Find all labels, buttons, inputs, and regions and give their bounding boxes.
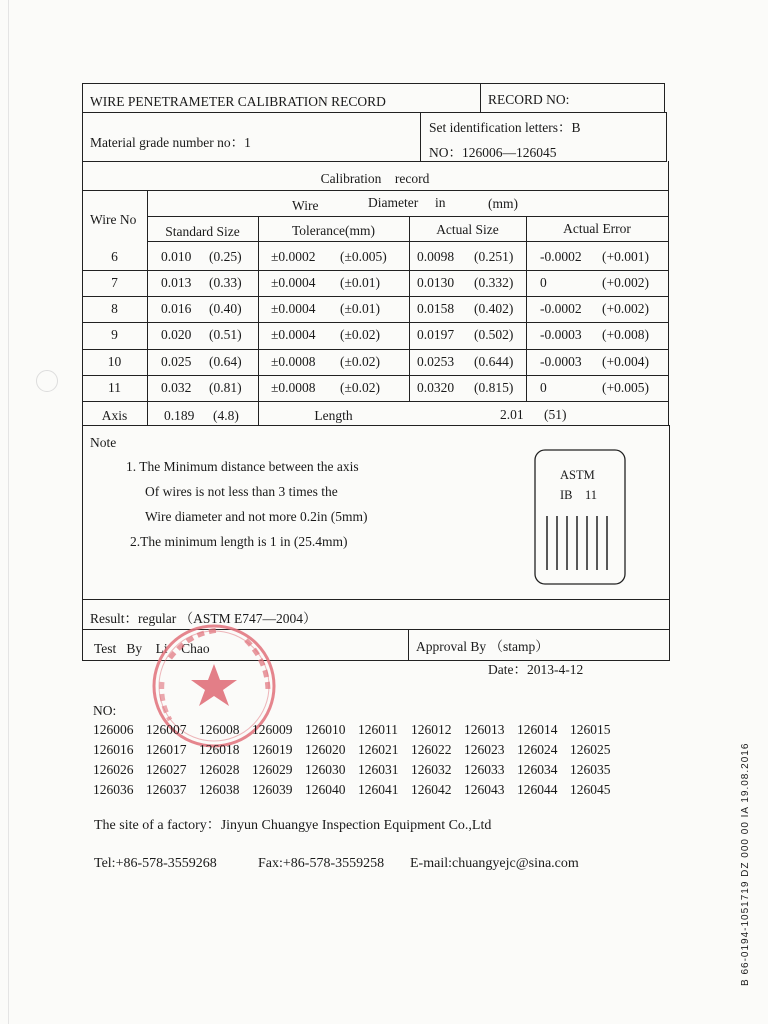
material-grade: Material grade number no：1 (90, 135, 251, 150)
approval-by: Approval By （stamp） (416, 639, 549, 654)
table-cell-tol-mm: (±0.005) (340, 249, 387, 264)
table-cell-std-mm: (0.40) (209, 301, 242, 316)
numbers-row (93, 780, 623, 800)
serial-number: 126030 (305, 762, 346, 777)
table-cell-err-mm: (+0.008) (602, 327, 649, 342)
serial-number: 126026 (93, 762, 134, 777)
table-cell-std: 0.032 (161, 380, 192, 395)
table-cell-act: 0.0158 (417, 301, 455, 316)
email: E-mail:chuangyejc@sina.com (410, 856, 579, 871)
serial-number: 126020 (305, 742, 346, 757)
serial-number: 126042 (411, 782, 452, 797)
column-header: Standard Size (165, 224, 240, 239)
serial-number: 126013 (464, 722, 505, 737)
date: Date：2013-4-12 (488, 662, 584, 677)
axis-value: 0.189 (164, 408, 195, 423)
table-cell-wire: 8 (111, 301, 118, 316)
table-cell-wire: 10 (107, 354, 122, 369)
table-cell-tol: ±0.0004 (271, 301, 316, 316)
table-cell-tol: ±0.0002 (271, 249, 316, 264)
punch-hole (36, 370, 58, 392)
table-cell-err-mm: (+0.002) (602, 275, 649, 290)
diagram-sub: IB 11 (560, 488, 598, 502)
table-cell-act-mm: (0.644) (474, 354, 514, 369)
table-cell-tol-mm: (±0.02) (340, 354, 381, 369)
serial-number: 126033 (464, 762, 505, 777)
table-cell-std: 0.013 (161, 275, 192, 290)
table-cell-std-mm: (0.51) (209, 327, 242, 342)
diagram-label: ASTM (560, 468, 595, 482)
serial-number: 126024 (517, 742, 558, 757)
length-value: 2.01 (500, 407, 524, 422)
serial-number: 126016 (93, 742, 134, 757)
serial-number: 126027 (146, 762, 187, 777)
serial-number: 126038 (199, 782, 240, 797)
table-cell-err: -0.0003 (540, 327, 582, 342)
result-text: Result：regular （ASTM E747—2004） (90, 611, 317, 626)
length-label: Length (314, 408, 353, 423)
set-number-range: NO：126006—126045 (429, 145, 557, 160)
serial-number: 126023 (464, 742, 505, 757)
serial-number: 126019 (252, 742, 293, 757)
table-cell-wire: 11 (108, 380, 121, 395)
table-cell-std-mm: (0.33) (209, 275, 242, 290)
table-cell-act-mm: (0.502) (474, 327, 514, 342)
table-cell-act: 0.0098 (417, 249, 455, 264)
note-title: Note (90, 435, 117, 450)
table-cell-err: -0.0002 (540, 249, 582, 264)
numbers-row (93, 720, 623, 740)
table-cell-std: 0.025 (161, 354, 192, 369)
numbers-list (93, 720, 623, 800)
table-cell-tol-mm: (±0.01) (340, 275, 381, 290)
serial-number: 126009 (252, 722, 293, 737)
table-cell-wire: 9 (111, 327, 118, 342)
record-title: WIRE PENETRAMETER CALIBRATION RECORD (90, 94, 386, 109)
table-cell-act-mm: (0.402) (474, 301, 514, 316)
side-document-code: B 66-0194-1051719 DZ 000 00 IA 19.08.2016 (740, 742, 751, 986)
table-cell-wire: 6 (111, 249, 118, 264)
table-cell-act: 0.0320 (417, 380, 455, 395)
table-cell-std: 0.016 (161, 301, 192, 316)
table-cell-err-mm: (+0.001) (602, 249, 649, 264)
serial-number: 126036 (93, 782, 134, 797)
table-cell-err-mm: (+0.004) (602, 354, 649, 369)
numbers-row (93, 740, 623, 760)
serial-number: 126011 (358, 722, 398, 737)
wire-no-header: Wire No (90, 212, 137, 227)
table-cell-act: 0.0197 (417, 327, 455, 342)
table-cell-tol-mm: (±0.02) (340, 380, 381, 395)
table-cell-err: -0.0002 (540, 301, 582, 316)
telephone: Tel:+86-578-3559268 (94, 856, 217, 871)
table-cell-err: -0.0003 (540, 354, 582, 369)
table-cell-tol-mm: (±0.01) (340, 301, 381, 316)
fax: Fax:+86-578-3559258 (258, 856, 385, 871)
serial-number: 126008 (199, 722, 240, 737)
table-cell-wire: 7 (111, 275, 118, 290)
serial-number: 126014 (517, 722, 558, 737)
group-header-mm: (mm) (488, 196, 518, 211)
numbers-row (93, 760, 623, 780)
serial-number: 126017 (146, 742, 187, 757)
serial-number: 126031 (358, 762, 399, 777)
table-cell-act: 0.0253 (417, 354, 455, 369)
serial-number: 126037 (146, 782, 187, 797)
axis-label: Axis (101, 408, 128, 423)
serial-number: 126032 (411, 762, 452, 777)
group-header-wire: Wire (292, 198, 319, 213)
serial-number: 126007 (146, 722, 187, 737)
test-by: Test By Li Chao (94, 641, 210, 656)
serial-number: 126006 (93, 722, 134, 737)
serial-number: 126045 (570, 782, 611, 797)
table-cell-tol: ±0.0004 (271, 327, 316, 342)
length-value-mm: (51) (544, 407, 567, 422)
note-line: Of wires is not less than 3 times the (145, 484, 338, 499)
numbers-label: NO: (93, 703, 117, 718)
table-cell-tol: ±0.0004 (271, 275, 316, 290)
group-header-in: in (435, 195, 446, 210)
serial-number: 126018 (199, 742, 240, 757)
table-cell-err-mm: (+0.005) (602, 380, 649, 395)
table-cell-std-mm: (0.25) (209, 249, 242, 264)
serial-number: 126043 (464, 782, 505, 797)
table-cell-act: 0.0130 (417, 275, 455, 290)
group-header-diameter: Diameter (368, 195, 419, 210)
note-line: 2.The minimum length is 1 in (25.4mm) (130, 534, 348, 549)
factory-site: The site of a factory：Jinyun Chuangye Inspection Equipment Co.,Ltd (94, 818, 492, 833)
axis-value-mm: (4.8) (213, 408, 239, 423)
serial-number: 126029 (252, 762, 293, 777)
column-header: Tolerance(mm) (291, 223, 375, 238)
serial-number: 126035 (570, 762, 611, 777)
column-header: Actual Size (436, 222, 499, 237)
serial-number: 126028 (199, 762, 240, 777)
serial-number: 126034 (517, 762, 558, 777)
serial-number: 126022 (411, 742, 452, 757)
column-header: Actual Error (563, 221, 631, 236)
serial-number: 126025 (570, 742, 611, 757)
table-cell-act-mm: (0.332) (474, 275, 514, 290)
table-cell-std: 0.020 (161, 327, 192, 342)
table-cell-std-mm: (0.64) (209, 354, 242, 369)
table-cell-std-mm: (0.81) (209, 380, 242, 395)
record-no-label: RECORD NO: (488, 92, 570, 107)
table-cell-std: 0.010 (161, 249, 192, 264)
serial-number: 126021 (358, 742, 399, 757)
note-line: 1. The Minimum distance between the axis (126, 459, 359, 474)
page-edge (8, 0, 9, 1024)
table-cell-err: 0 (540, 380, 547, 395)
serial-number: 126040 (305, 782, 346, 797)
table-cell-act-mm: (0.251) (474, 249, 514, 264)
serial-number: 126039 (252, 782, 293, 797)
calibration-title: Calibration record (320, 171, 430, 186)
table-cell-tol-mm: (±0.02) (340, 327, 381, 342)
serial-number: 126044 (517, 782, 558, 797)
table-cell-err: 0 (540, 275, 547, 290)
serial-number: 126041 (358, 782, 399, 797)
serial-number: 126012 (411, 722, 452, 737)
serial-number: 126015 (570, 722, 611, 737)
set-identification: Set identification letters：B (429, 120, 581, 135)
serial-number: 126010 (305, 722, 346, 737)
table-cell-act-mm: (0.815) (474, 380, 514, 395)
table-cell-err-mm: (+0.002) (602, 301, 649, 316)
table-cell-tol: ±0.0008 (271, 380, 316, 395)
table-cell-tol: ±0.0008 (271, 354, 316, 369)
note-line: Wire diameter and not more 0.2in (5mm) (145, 509, 368, 524)
